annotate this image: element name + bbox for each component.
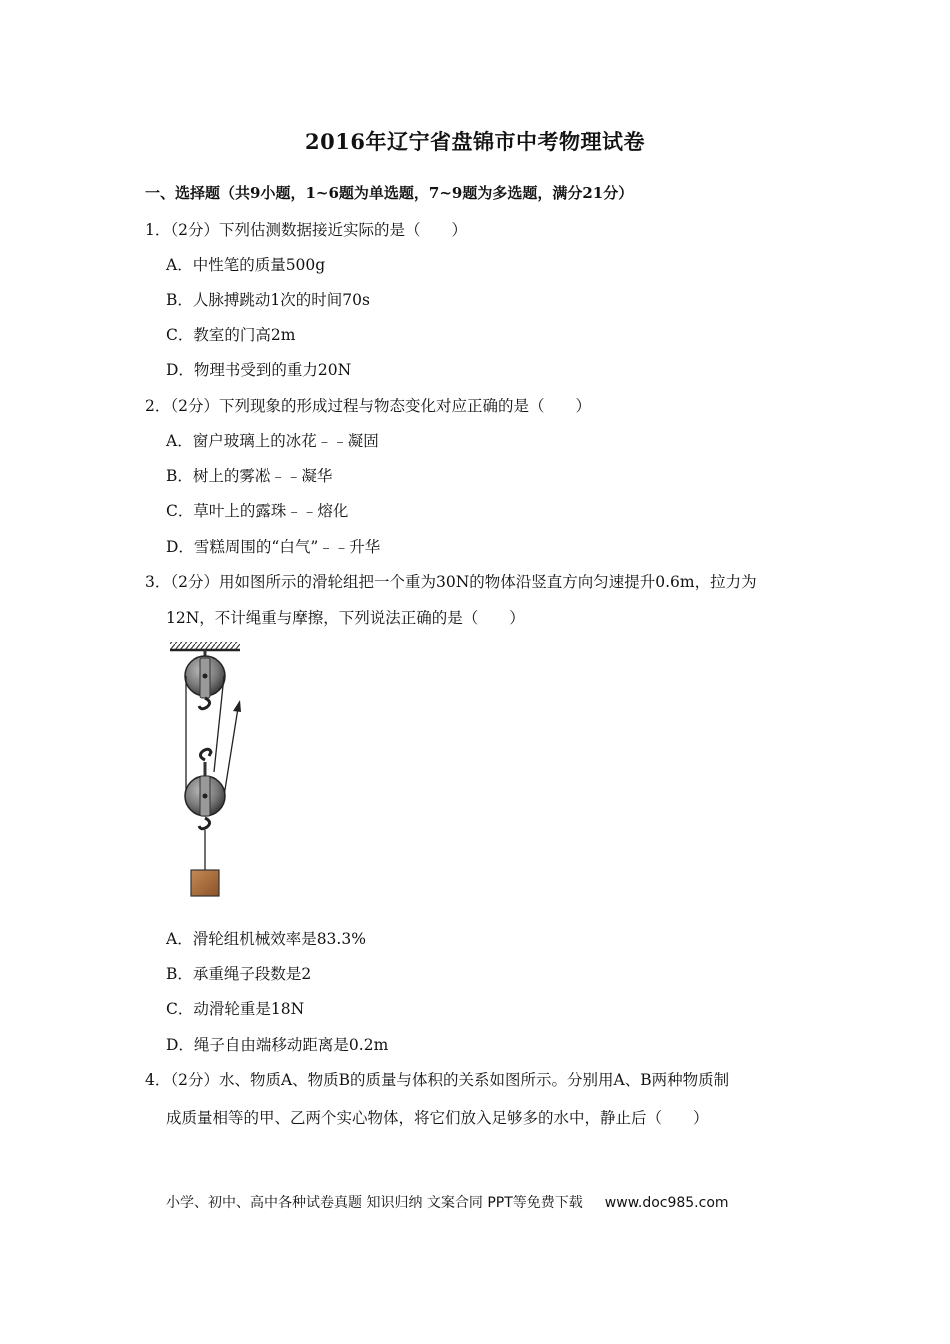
question-1-option-c: C．教室的门高2m <box>166 326 296 344</box>
question-1-option-a: A．中性笔的质量500g <box>166 256 326 274</box>
pulley-system-figure <box>160 638 260 903</box>
page-footer <box>166 1192 729 1212</box>
ceiling-hatch <box>170 642 240 649</box>
fixed-pulley-hook <box>199 698 210 709</box>
question-3-option-c: C．动滑轮重是18N <box>166 1000 305 1018</box>
exam-title: 2016年辽宁省盘锦市中考物理试卷 <box>305 129 645 154</box>
pull-arrow <box>233 700 241 712</box>
question-3-option-a: A．滑轮组机械效率是83.3% <box>166 930 366 948</box>
rope-free-end <box>224 708 238 796</box>
question-1-option-b: B．人脉搏跳动1次的时间70s <box>166 291 370 309</box>
question-4-stem-continued: 成质量相等的甲、乙两个实心物体，将它们放入足够多的水中，静止后（ ） <box>166 1109 709 1127</box>
question-1-option-d: D．物理书受到的重力20N <box>166 361 352 379</box>
movable-pulley-top-hook <box>200 749 211 760</box>
question-2-option-d: D．雪糕周围的“白气”﹣﹣升华 <box>166 538 381 556</box>
section-heading: 一、选择题（共9小题，1~6题为单选题，7~9题为多选题，满分21分） <box>145 184 634 202</box>
question-2-option-a: A．窗户玻璃上的冰花﹣﹣凝固 <box>166 432 379 450</box>
question-3-option-d: D．绳子自由端移动距离是0.2m <box>166 1036 389 1054</box>
question-3-stem: 3．（2分）用如图所示的滑轮组把一个重为30N的物体沿竖直方向匀速提升0.6m，拉力为 <box>145 573 757 591</box>
movable-pulley-hook <box>199 818 210 829</box>
question-1-stem: 1．（2分）下列估测数据接近实际的是（ ） <box>145 221 467 239</box>
footer-text: 小学、初中、高中各种试卷真题 知识归纳 文案合同 PPT等免费下载 <box>166 1195 583 1211</box>
load-block <box>191 870 219 896</box>
question-2-option-c: C．草叶上的露珠﹣﹣熔化 <box>166 502 349 520</box>
footer-url[interactable]: www.doc985.com <box>604 1195 729 1211</box>
question-3-stem-continued: 12N，不计绳重与摩擦，下列说法正确的是（ ） <box>166 609 525 627</box>
question-2-option-b: B．树上的雾凇﹣﹣凝华 <box>166 467 333 485</box>
question-4-stem: 4．（2分）水、物质A、物质B的质量与体积的关系如图所示。分别用A、B两种物质制 <box>145 1071 730 1089</box>
question-2-stem: 2．（2分）下列现象的形成过程与物态变化对应正确的是（ ） <box>145 397 591 415</box>
question-3-option-b: B．承重绳子段数是2 <box>166 965 312 983</box>
